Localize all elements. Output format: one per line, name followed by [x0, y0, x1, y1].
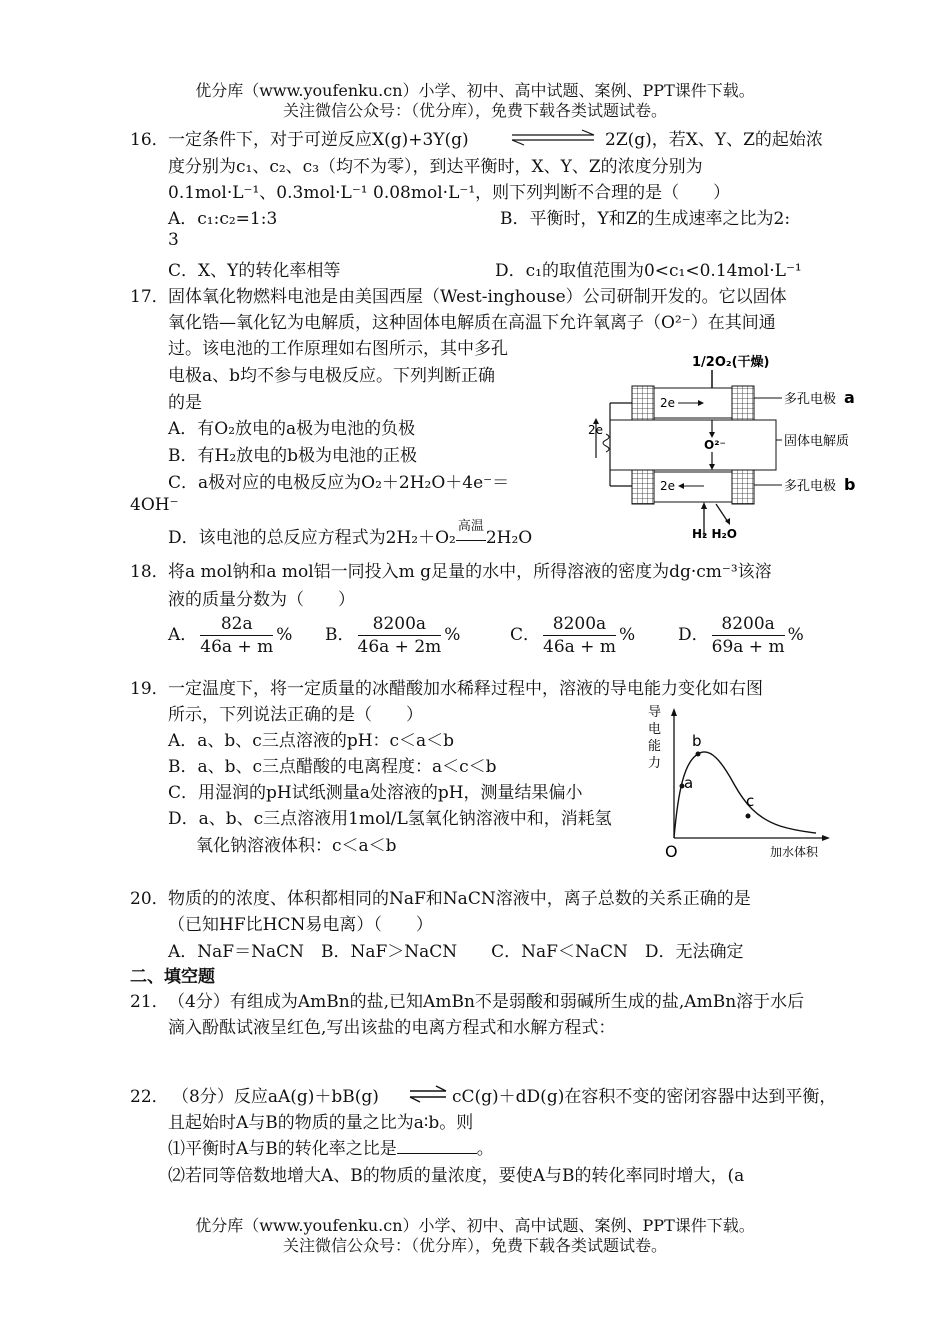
electron-label-top: 2e — [660, 396, 676, 410]
q22-line-1b: cC(g)＋dD(g)在容积不变的密闭容器中达到平衡， — [452, 1087, 837, 1107]
y-axis-label-4: 力 — [648, 756, 662, 771]
q22-sub-2: ⑵若同等倍数地增大A、B的物质的量浓度，要使A与B的转化率同时增大，(a — [168, 1166, 745, 1186]
q16-option-b-cont: 3 — [168, 230, 179, 250]
point-c-marker — [746, 814, 751, 819]
origin-label: O — [665, 842, 678, 861]
q19-line-1: 一定温度下，将一定质量的冰醋酸加水稀释过程中，溶液的导电能力变化如右图 — [168, 679, 763, 699]
q22-line-1a: （8分）反应aA(g)＋bB(g) — [172, 1087, 379, 1107]
q22-sub-1: ⑴平衡时A与B的转化率之比是 。 — [168, 1139, 494, 1159]
question-number: 22． — [130, 1087, 169, 1107]
electrode-a-left-block — [632, 386, 654, 420]
q19-line-2: 所示，下列说法正确的是（ ） — [168, 705, 423, 725]
q17-option-d — [168, 519, 533, 548]
electron-label-bottom: 2e — [660, 479, 676, 493]
fraction-numerator: 8200a — [712, 613, 785, 636]
fraction-denominator: 46a + m — [543, 637, 616, 657]
header-line-2: 关注微信公众号：（优分库），免费下载各类试题试卷。 — [282, 101, 667, 120]
fraction-denominator: 69a + m — [711, 637, 785, 657]
q17-option-d-left: D．该电池的总反应方程式为2H₂＋O₂ — [168, 528, 456, 548]
x-axis-arrow-icon — [822, 835, 830, 841]
fraction-denominator: 46a + 2m — [357, 637, 442, 657]
q16-line-1a: 一定条件下，对于可逆反应X(g)+3Y(g) — [168, 130, 469, 150]
fuel-cell-diagram — [582, 348, 862, 540]
q21-line-1: （4分）有组成为AmBn的盐,已知AmBn不是弱酸和弱碱所生成的盐,AmBn溶于水后 — [168, 992, 805, 1012]
q20-line-2: （已知HF比HCN易电离）（ ） — [168, 915, 433, 935]
q17-option-b: B．有H₂放电的b极为电池的正极 — [168, 446, 418, 466]
q16-option-a: A．c₁:c₂=1:3 — [168, 209, 278, 229]
q19-option-a: A．a、b、c三点溶液的pH：c＜a＜b — [168, 731, 455, 751]
q17-line-5: 的是 — [168, 393, 202, 413]
electrode-a-label: 多孔电极 — [784, 392, 837, 407]
oxygen-label: 1/2O₂(干燥) — [692, 355, 770, 370]
question-number: 17． — [130, 287, 169, 307]
q22-line-2: 且起始时A与B的物质的量之比为a∶b。则 — [168, 1113, 474, 1133]
q16-option-c: C．X、Y的转化率相等 — [168, 261, 341, 281]
q16-option-d: D．c₁的取值范围为0<c₁<0.14mol·L⁻¹ — [495, 261, 802, 281]
electrolyte-label: 固体电解质 — [784, 434, 850, 449]
q20-line-1: 物质的的浓度、体积都相同的NaF和NaCN溶液中，离子总数的关系正确的是 — [168, 889, 751, 909]
q18-option-a: A． $\frac{82a}{46a + m}$ % — [168, 614, 293, 657]
q17-option-c-cont: 4OH⁻ — [130, 495, 179, 515]
water-outflow-arrow — [716, 504, 728, 522]
electrode-b-label: 多孔电极 — [784, 479, 837, 494]
q17-line-3: 过。该电池的工作原理如右图所示，其中多孔 — [168, 339, 508, 359]
section-title: 二、填空题 — [130, 967, 215, 987]
q19-option-c: C．用湿润的pH试纸测量a处溶液的pH，测量结果偏小 — [168, 783, 583, 803]
point-a-label: a — [684, 774, 694, 792]
q17-option-a: A．有O₂放电的a极为电池的负极 — [168, 419, 416, 439]
q21-line-2: 滴入酚酞试液呈红色,写出该盐的电离方程式和水解方程式： — [168, 1018, 616, 1038]
conductivity-curve — [674, 752, 816, 838]
fraction-denominator: 46a + m — [200, 637, 274, 657]
conductivity-graph — [640, 702, 840, 864]
equilibrium-arrow-icon — [508, 128, 598, 146]
footer-line-2: 关注微信公众号：（优分库），免费下载各类试题试卷。 — [282, 1236, 667, 1255]
fraction-numerator: 82a — [200, 613, 273, 636]
reaction-equals-icon — [456, 536, 486, 541]
question-number: 16． — [130, 130, 169, 150]
fraction-numerator: 8200a — [543, 613, 616, 636]
question-number: 18． — [130, 562, 169, 582]
q18-option-d: D． $\frac{8200a}{69a + m}$ % — [678, 614, 804, 657]
q16-option-b: B．平衡时，Y和Z的生成速率之比为2: — [500, 209, 791, 229]
y-axis-label-2: 电 — [648, 722, 662, 737]
q17-line-1: 固体氧化物燃料电池是由美国西屋（West-inghouse）公司研制开发的。它以固体 — [168, 287, 787, 307]
x-axis-label: 加水体积 — [770, 845, 819, 859]
electrode-b-left-block — [632, 470, 654, 504]
fraction-numerator: 8200a — [358, 613, 442, 636]
circuit-electron-label: 2e — [588, 423, 604, 437]
question-number: 20． — [130, 889, 169, 909]
y-axis-label-3: 能 — [648, 739, 662, 754]
q17-line-2: 氧化锆—氧化钇为电解质，这种固体电解质在高温下允许氧离子（O²⁻）在其间通 — [168, 313, 776, 333]
q19-option-b: B．a、b、c三点醋酸的电离程度：a＜c＜b — [168, 757, 497, 777]
point-b-label: b — [692, 732, 702, 750]
electrode-b-right-block — [732, 470, 754, 504]
electrode-a-right-block — [732, 386, 754, 420]
electrode-a-letter: a — [844, 388, 855, 407]
q17-option-c: C．a极对应的电极反应为O₂＋2H₂O＋4e⁻＝ — [168, 473, 510, 493]
question-number: 21． — [130, 992, 169, 1012]
q20-options: A．NaF＝NaCN B．NaF＞NaCN C．NaF＜NaCN D．无法确定 — [168, 942, 744, 962]
q18-option-c: C． $\frac{8200a}{46a + m}$ % — [510, 614, 636, 657]
solid-electrolyte — [610, 420, 776, 470]
products-label: H₂ H₂O — [692, 527, 737, 540]
q18-line-1: 将a mol钠和a mol铝一同投入m g足量的水中，所得溶液的密度为dg·cm⁻³该溶 — [168, 562, 772, 582]
q16-line-1b: 2Z(g)，若X、Y、Z的起始浓 — [605, 130, 823, 150]
q17-line-4: 电极a、b均不参与电极反应。下列判断正确 — [168, 366, 496, 386]
q16-line-3: 0.1mol·L⁻¹、0.3mol·L⁻¹ 0.08mol·L⁻¹，则下列判断不合理的是（ ） — [168, 183, 731, 203]
q17-option-d-right: 2H₂O — [485, 528, 533, 548]
footer-line-1: 优分库（www.youfenku.cn）小学、初中、高中试题、案例、PPT课件下载。 — [195, 1216, 755, 1235]
q19-option-d-cont: 氧化钠溶液体积：c＜a＜b — [196, 836, 397, 856]
point-c-label: c — [746, 792, 755, 810]
q18-line-2: 液的质量分数为（ ） — [168, 590, 355, 610]
q18-option-b: B． $\frac{8200a}{46a + 2m}$ % — [325, 614, 461, 657]
question-number: 19． — [130, 679, 169, 699]
q19-option-d: D．a、b、c三点溶液用1mol/L氢氧化钠溶液中和，消耗氢 — [168, 809, 612, 829]
equilibrium-arrow-icon — [406, 1085, 450, 1103]
electrode-b-letter: b — [844, 475, 856, 494]
y-axis-label-1: 导 — [648, 705, 662, 720]
reaction-condition: 高温 — [457, 519, 484, 534]
answer-blank[interactable] — [397, 1137, 477, 1154]
y-axis-arrow-icon — [671, 708, 677, 716]
header-line-1: 优分库（www.youfenku.cn）小学、初中、高中试题、案例、PPT课件下载。 — [195, 81, 755, 100]
oxide-ion-label: O²⁻ — [704, 438, 726, 452]
resistor-icon — [603, 434, 609, 452]
point-b-marker — [696, 752, 701, 757]
q16-line-2: 度分别为c₁、c₂、c₃（均不为零），到达平衡时，X、Y、Z的浓度分别为 — [168, 157, 703, 177]
